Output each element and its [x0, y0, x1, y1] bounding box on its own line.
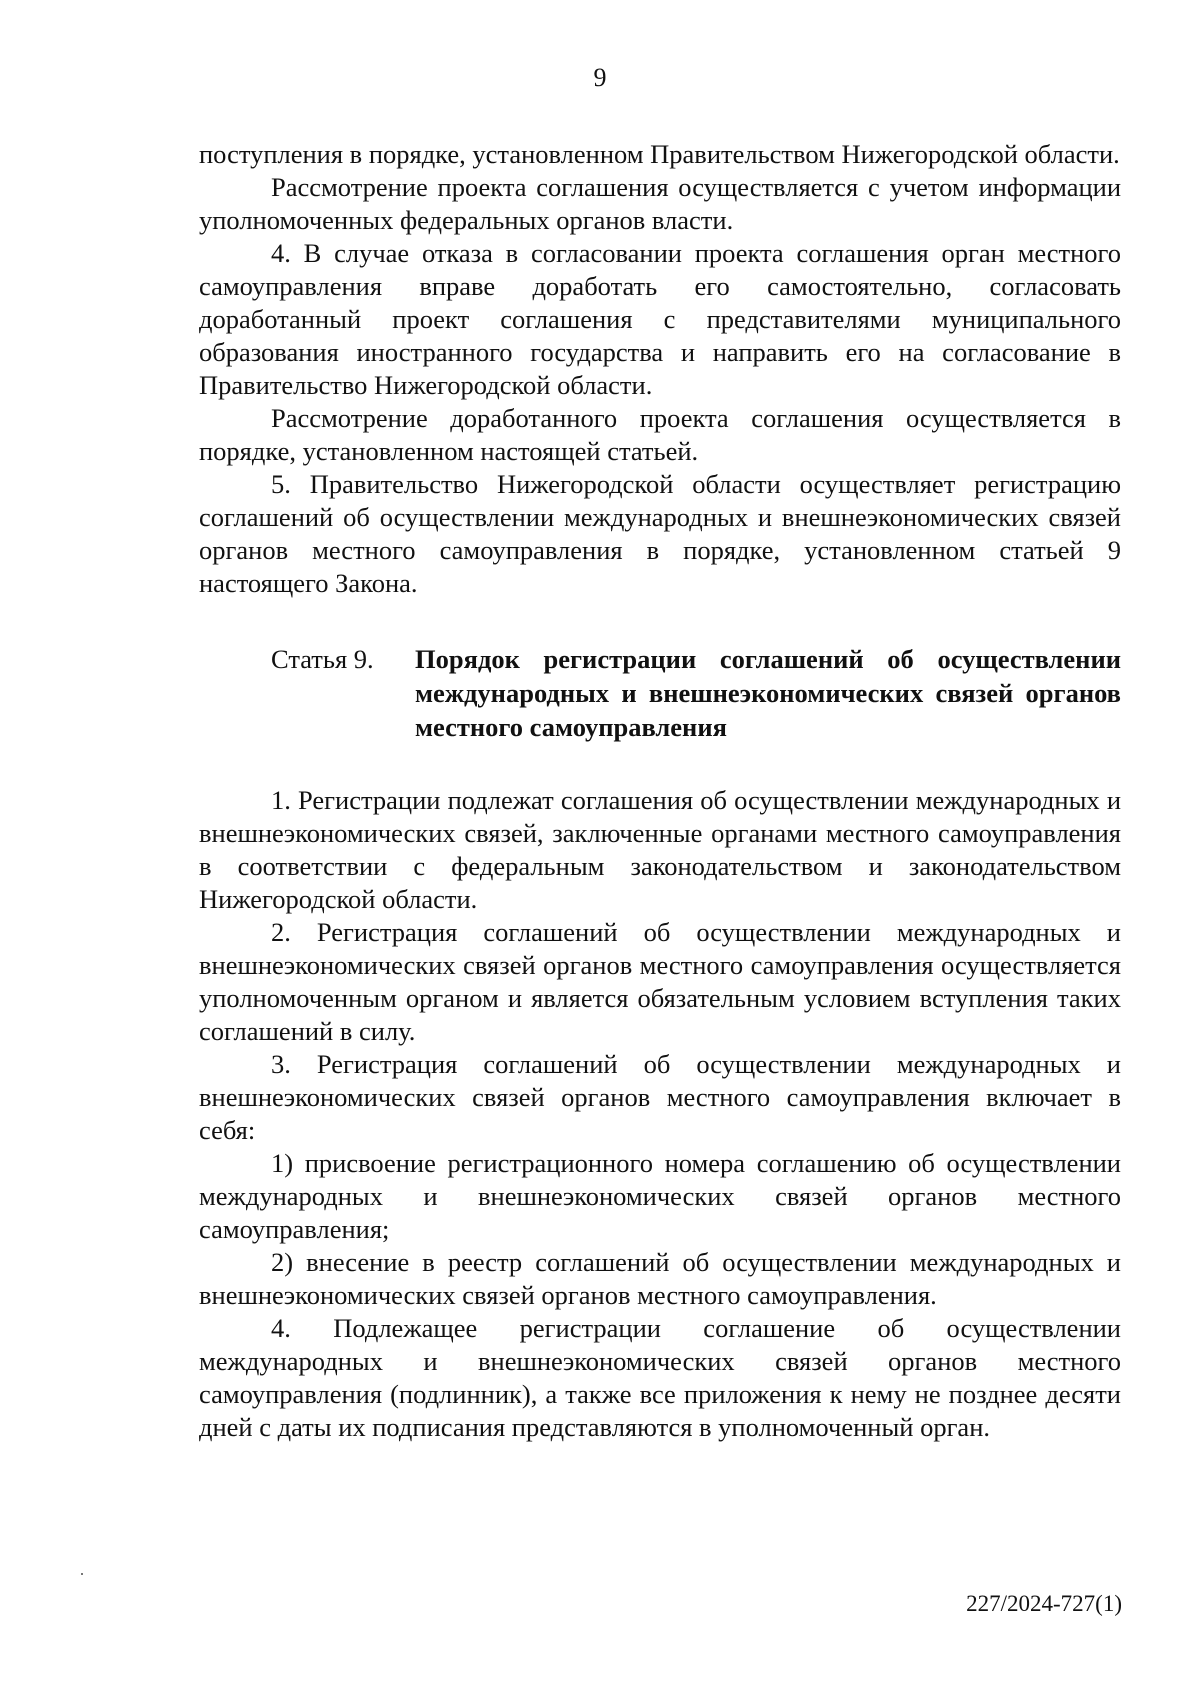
document-body [199, 138, 1121, 1444]
paragraph-item-4: 4. В случае отказа в согласовании проекта соглашения орган местного самоуправления вправе доработать его самостоятельно, согласовать доработанный проект соглашения с представителями муниципального образования иностранного государства и направить его на согласование в Правительство Нижегородской области. [199, 238, 1121, 400]
scan-speck [81, 1573, 83, 1575]
paragraph-continuation: поступления в порядке, установленном Правительством Нижегородской области. [199, 139, 1120, 169]
paragraph-item-5: 5. Правительство Нижегородской области осуществляет регистрацию соглашений об осуществлении международных и внешнеэкономических связей органов местного самоуправления в порядке, установленном статьей 9 настоящего Закона. [199, 469, 1121, 598]
article-number: Статья 9. [271, 644, 374, 674]
article-paragraph-1: 1. Регистрации подлежат соглашения об осуществлении международных и внешнеэкономических связей, заключенные органами местного самоуправления в соответствии с федеральным законодательством и законодательством Нижегородской области. [199, 785, 1121, 914]
article-title: Порядок регистрации соглашений об осуществлении международных и внешнеэкономических связей органов местного самоуправления [415, 644, 1121, 742]
article-paragraph-2: 2. Регистрация соглашений об осуществлении международных и внешнеэкономических связей органов местного самоуправления осуществляется уполномоченным органом и является обязательным условием вступления таких соглашений в силу. [199, 917, 1121, 1046]
document-code: 227/2024-727(1) [966, 1591, 1122, 1616]
article-paragraph-3: 3. Регистрация соглашений об осуществлении международных и внешнеэкономических связей органов местного самоуправления включает в себя: [199, 1049, 1121, 1145]
article-subitem-2: 2) внесение в реестр соглашений об осуществлении международных и внешнеэкономических связей органов местного самоуправления. [199, 1247, 1121, 1310]
paragraph: Рассмотрение проекта соглашения осуществляется с учетом информации уполномоченных федеральных органов власти. [199, 172, 1121, 235]
page-number: 9 [593, 63, 607, 92]
paragraph: Рассмотрение доработанного проекта соглашения осуществляется в порядке, установленном настоящей статьей. [199, 403, 1121, 466]
article-heading [199, 642, 1121, 744]
article-paragraph-4: 4. Подлежащее регистрации соглашение об осуществлении международных и внешнеэкономических связей органов местного самоуправления (подлинник), а также все приложения к нему не позднее десяти дней с даты их подписания представляются в уполномоченный орган. [199, 1313, 1121, 1442]
article-subitem-1: 1) присвоение регистрационного номера соглашению об осуществлении международных и внешнеэкономических связей органов местного самоуправления; [199, 1148, 1121, 1244]
